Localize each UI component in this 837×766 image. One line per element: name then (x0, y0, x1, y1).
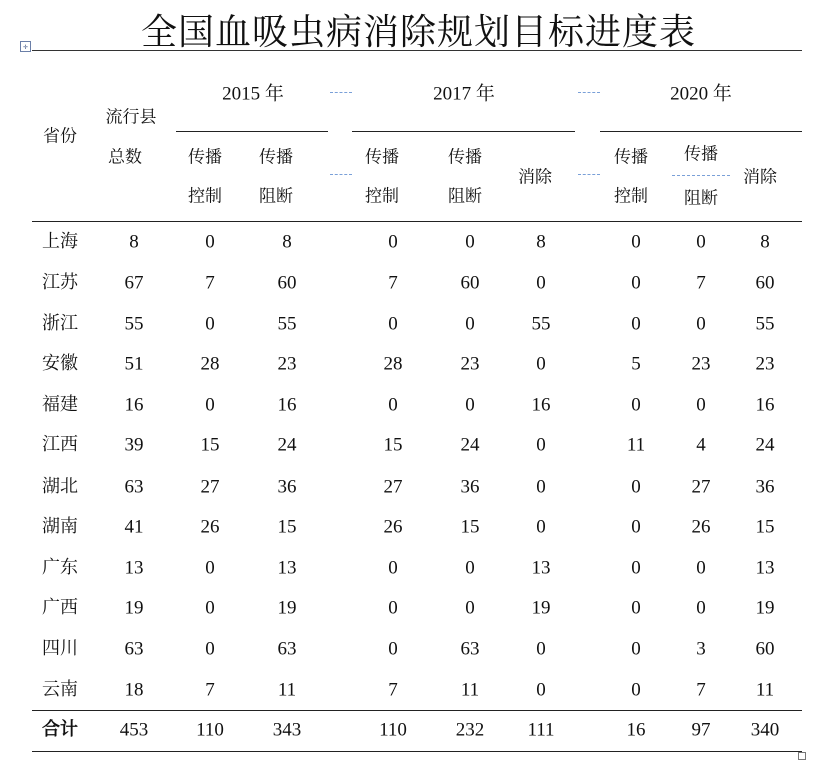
cell-2017-control: 27 (383, 476, 403, 498)
header-2020-eliminate: 消除 (743, 167, 777, 188)
cell-2015-block: 15 (277, 516, 297, 538)
cell-province: 湖北 (42, 476, 78, 497)
cell-2017-eliminate: 0 (536, 638, 546, 660)
cell-county-total: 8 (129, 231, 139, 253)
cell-2015-control: 0 (205, 394, 215, 416)
cell-county-total: 39 (124, 434, 144, 456)
table-bottom-rule (32, 751, 802, 752)
cell-province: 福建 (42, 394, 78, 415)
cell-2020-eliminate: 23 (755, 353, 775, 375)
cell-county-total: 63 (124, 476, 144, 498)
cell-2017-block: 36 (460, 476, 480, 498)
header-bottom-rule (32, 221, 802, 222)
header-2015-block-2: 阻断 (259, 186, 293, 207)
cell-county-total: 18 (124, 679, 144, 701)
header-2020-control-2: 控制 (614, 186, 648, 207)
cell-2020-control: 0 (631, 597, 641, 619)
cell-2017-control: 0 (388, 638, 398, 660)
cell-2015-block: 36 (277, 476, 297, 498)
cell-2020-block: 0 (696, 394, 706, 416)
cell-2017-control: 0 (388, 313, 398, 335)
cell-2015-control: 26 (200, 516, 220, 538)
cell-2017-control: 0 (388, 394, 398, 416)
header-2020-block-1: 传播 (684, 144, 718, 165)
cell-2017-control: 0 (388, 231, 398, 253)
total-2017-block: 232 (455, 719, 485, 741)
header-2017: 2017 年 (433, 83, 495, 105)
cell-province: 安徽 (42, 353, 78, 374)
cell-2017-eliminate: 0 (536, 272, 546, 294)
total-2020-control: 16 (626, 719, 646, 741)
header-2017-eliminate: 消除 (518, 167, 552, 188)
cell-2015-block: 8 (282, 231, 292, 253)
cell-2020-block: 7 (696, 272, 706, 294)
total-2015-control: 110 (196, 719, 224, 741)
cell-2017-eliminate: 0 (536, 353, 546, 375)
cell-2015-control: 15 (200, 434, 220, 456)
cell-2020-eliminate: 15 (755, 516, 775, 538)
cell-2017-eliminate: 16 (531, 394, 551, 416)
header-2015-control-1: 传播 (188, 147, 222, 168)
total-province: 合计 (42, 719, 78, 740)
cell-2015-control: 27 (200, 476, 220, 498)
cell-2020-block: 0 (696, 231, 706, 253)
cell-county-total: 16 (124, 394, 144, 416)
cell-2020-block: 26 (691, 516, 711, 538)
cell-2017-eliminate: 0 (536, 434, 546, 456)
cell-province: 上海 (42, 231, 78, 252)
cell-2017-block: 63 (460, 638, 480, 660)
page-title: 全国血吸虫病消除规划目标进度表 (140, 12, 696, 53)
total-2020-block: 97 (691, 719, 711, 741)
cell-2017-eliminate: 19 (531, 597, 551, 619)
header-2015-control-2: 控制 (188, 186, 222, 207)
cell-2020-block: 0 (696, 313, 706, 335)
header-2020-control-1: 传播 (614, 147, 648, 168)
cell-province: 江西 (42, 434, 78, 455)
table-move-handle-icon[interactable]: ✛ (20, 41, 31, 52)
cell-county-total: 55 (124, 313, 144, 335)
cell-2015-control: 0 (205, 313, 215, 335)
header-2020: 2020 年 (670, 83, 732, 105)
cell-2020-eliminate: 19 (755, 597, 775, 619)
cell-province: 云南 (42, 679, 78, 700)
cell-2017-control: 0 (388, 557, 398, 579)
header-2017-block-2: 阻断 (448, 186, 482, 207)
cell-2017-eliminate: 8 (536, 231, 546, 253)
cell-province: 江苏 (42, 272, 78, 293)
cell-2020-block: 23 (691, 353, 711, 375)
cell-2020-block: 0 (696, 597, 706, 619)
header-2015: 2015 年 (222, 83, 284, 105)
cell-2017-block: 0 (465, 313, 475, 335)
cell-2015-block: 16 (277, 394, 297, 416)
cell-2015-block: 60 (277, 272, 297, 294)
cell-2015-block: 55 (277, 313, 297, 335)
cell-2020-block: 7 (696, 679, 706, 701)
cell-2015-control: 0 (205, 557, 215, 579)
cell-county-total: 51 (124, 353, 144, 375)
cell-2015-control: 0 (205, 597, 215, 619)
cell-2020-control: 5 (631, 353, 641, 375)
cell-2020-eliminate: 8 (760, 231, 770, 253)
cell-2015-block: 24 (277, 434, 297, 456)
cell-2017-control: 0 (388, 597, 398, 619)
cell-county-total: 63 (124, 638, 144, 660)
cell-province: 湖南 (42, 516, 78, 537)
cell-2020-eliminate: 60 (755, 638, 775, 660)
cell-2020-block: 3 (696, 638, 706, 660)
cell-2020-eliminate: 36 (755, 476, 775, 498)
cell-2020-eliminate: 24 (755, 434, 775, 456)
cell-2017-block: 0 (465, 597, 475, 619)
rule-2020 (600, 131, 802, 132)
header-2017-block-1: 传播 (448, 147, 482, 168)
cell-2017-control: 7 (388, 679, 398, 701)
cell-2020-control: 0 (631, 557, 641, 579)
total-2017-eliminate: 111 (527, 719, 555, 741)
cell-county-total: 13 (124, 557, 144, 579)
cell-2017-block: 60 (460, 272, 480, 294)
cell-2015-block: 19 (277, 597, 297, 619)
cell-2020-control: 11 (626, 434, 646, 456)
cell-2015-control: 0 (205, 231, 215, 253)
cell-2017-control: 28 (383, 353, 403, 375)
cell-2017-eliminate: 0 (536, 476, 546, 498)
cell-province: 广西 (42, 597, 78, 618)
cell-2020-block: 4 (696, 434, 706, 456)
cell-2020-control: 0 (631, 679, 641, 701)
gridline-hidden (578, 174, 600, 175)
cell-province: 广东 (42, 557, 78, 578)
total-top-rule (32, 710, 802, 711)
cell-2015-block: 63 (277, 638, 297, 660)
cell-2015-block: 11 (277, 679, 297, 701)
cell-2020-control: 0 (631, 516, 641, 538)
cell-2017-block: 24 (460, 434, 480, 456)
title-underline (32, 50, 802, 51)
cell-2017-control: 7 (388, 272, 398, 294)
cell-2015-control: 28 (200, 353, 220, 375)
cell-2017-eliminate: 0 (536, 516, 546, 538)
cell-2020-eliminate: 13 (755, 557, 775, 579)
cell-2015-block: 13 (277, 557, 297, 579)
total-2017-control: 110 (379, 719, 407, 741)
rule-2015 (176, 131, 328, 132)
cell-2017-eliminate: 55 (531, 313, 551, 335)
cell-2020-eliminate: 55 (755, 313, 775, 335)
header-county-line1: 流行县 (105, 107, 157, 128)
cell-2017-eliminate: 13 (531, 557, 551, 579)
cell-2017-eliminate: 0 (536, 679, 546, 701)
gridline-hidden (578, 92, 600, 93)
gridline-hidden (330, 174, 352, 175)
cell-2017-block: 0 (465, 394, 475, 416)
cell-2015-control: 0 (205, 638, 215, 660)
cell-2017-block: 0 (465, 557, 475, 579)
cell-2015-control: 7 (205, 272, 215, 294)
header-2017-control-2: 控制 (365, 186, 399, 207)
header-province: 省份 (43, 126, 77, 147)
cell-2020-control: 0 (631, 638, 641, 660)
cell-2020-control: 0 (631, 313, 641, 335)
cell-2017-control: 26 (383, 516, 403, 538)
cell-county-total: 67 (124, 272, 144, 294)
cell-2015-block: 23 (277, 353, 297, 375)
header-2020-block-2: 阻断 (684, 188, 718, 209)
gridline-hidden (330, 92, 352, 93)
cell-2020-block: 27 (691, 476, 711, 498)
cell-2020-block: 0 (696, 557, 706, 579)
cell-2015-control: 7 (205, 679, 215, 701)
cell-2020-control: 0 (631, 231, 641, 253)
total-2015-block: 343 (272, 719, 302, 741)
gridline-hidden (672, 175, 730, 176)
cell-2020-control: 0 (631, 394, 641, 416)
total-2020-eliminate: 340 (750, 719, 780, 741)
cell-2020-eliminate: 60 (755, 272, 775, 294)
rule-2017 (352, 131, 575, 132)
cell-province: 四川 (42, 638, 78, 659)
cell-2020-eliminate: 11 (755, 679, 775, 701)
header-2017-control-1: 传播 (365, 147, 399, 168)
cell-2017-block: 0 (465, 231, 475, 253)
cell-province: 浙江 (42, 313, 78, 334)
header-county-line2: 总数 (108, 147, 142, 168)
cell-county-total: 19 (124, 597, 144, 619)
cell-2017-control: 15 (383, 434, 403, 456)
cell-2017-block: 11 (460, 679, 480, 701)
header-2015-block-1: 传播 (259, 147, 293, 168)
cell-2020-eliminate: 16 (755, 394, 775, 416)
total-county-total: 453 (119, 719, 149, 741)
cell-2020-control: 0 (631, 272, 641, 294)
table-resize-handle-icon[interactable] (798, 752, 806, 760)
cell-county-total: 41 (124, 516, 144, 538)
cell-2017-block: 15 (460, 516, 480, 538)
cell-2020-control: 0 (631, 476, 641, 498)
cell-2017-block: 23 (460, 353, 480, 375)
